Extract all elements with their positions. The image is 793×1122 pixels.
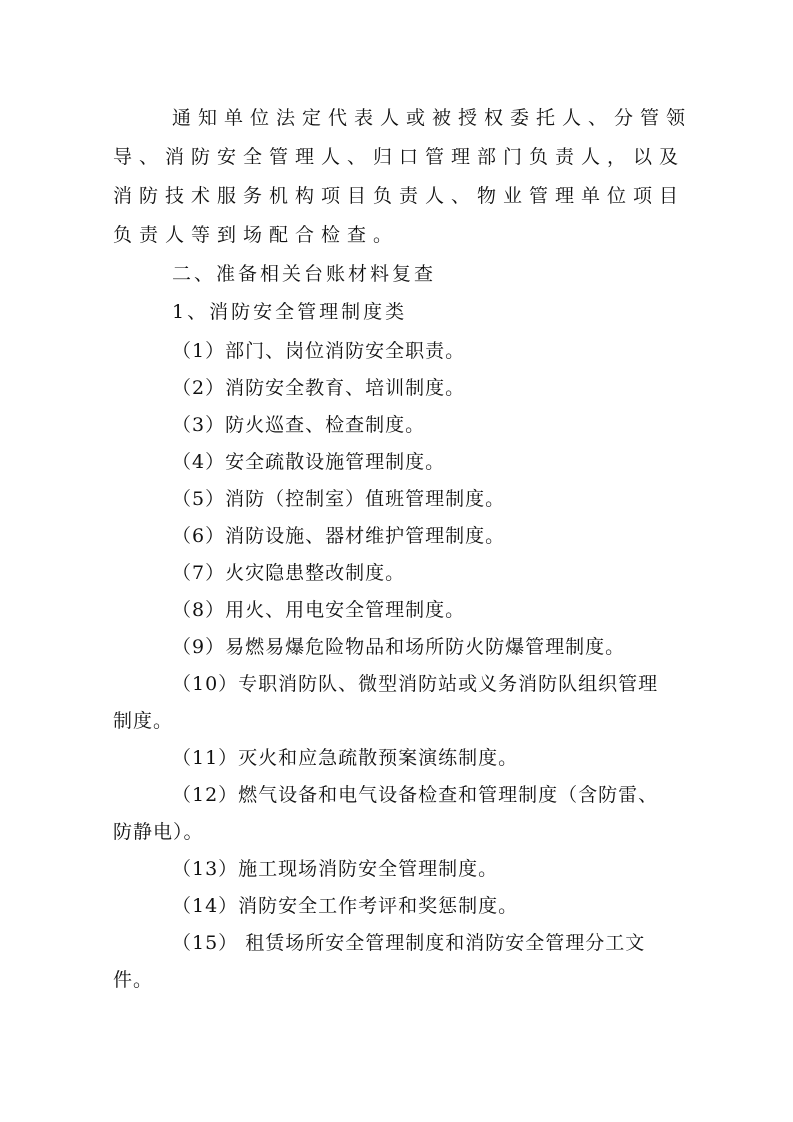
list-item-12-line-1: （12）燃气设备和电气设备检查和管理制度（含防雷、 bbox=[172, 784, 659, 806]
intro-line-3: 消防技术服务机构项目负责人、物业管理单位项目 bbox=[113, 185, 686, 207]
section-heading: 二、准备相关台账材料复查 bbox=[172, 263, 437, 285]
intro-line-1: 通知单位法定代表人或被授权委托人、分管领 bbox=[172, 107, 693, 129]
list-item-2: （2）消防安全教育、培训制度。 bbox=[172, 377, 466, 399]
list-item-10-line-2: 制度。 bbox=[113, 710, 174, 732]
list-item-12-line-2: 防静电）。 bbox=[113, 821, 204, 843]
list-item-15-line-1: （15） 租赁场所安全管理制度和消防安全管理分工文 bbox=[172, 932, 646, 954]
list-item-10-line-1: （10）专职消防队、微型消防站或义务消防队组织管理 bbox=[172, 673, 659, 695]
list-item-6: （6）消防设施、器材维护管理制度。 bbox=[172, 525, 506, 547]
list-item-13: （13）施工现场消防安全管理制度。 bbox=[172, 858, 499, 880]
list-item-7: （7）火灾隐患整改制度。 bbox=[172, 562, 406, 584]
list-item-1: （1）部门、岗位消防安全职责。 bbox=[172, 340, 466, 362]
list-item-14: （14）消防安全工作考评和奖惩制度。 bbox=[172, 895, 519, 917]
list-item-3: （3）防火巡查、检查制度。 bbox=[172, 414, 426, 436]
list-item-11: （11）灭火和应急疏散预案演练制度。 bbox=[172, 747, 519, 769]
intro-line-2: 导、消防安全管理人、归口管理部门负责人，以及 bbox=[113, 146, 686, 168]
subsection-heading: 1、消防安全管理制度类 bbox=[172, 301, 408, 323]
list-item-15-line-2: 件。 bbox=[113, 969, 154, 991]
intro-line-4: 负责人等到场配合检查。 bbox=[113, 224, 400, 246]
list-item-5: （5）消防（控制室）值班管理制度。 bbox=[172, 488, 506, 510]
list-item-9: （9）易燃易爆危险物品和场所防火防爆管理制度。 bbox=[172, 636, 626, 658]
list-item-8: （8）用火、用电安全管理制度。 bbox=[172, 599, 466, 621]
list-item-4: （4）安全疏散设施管理制度。 bbox=[172, 451, 446, 473]
